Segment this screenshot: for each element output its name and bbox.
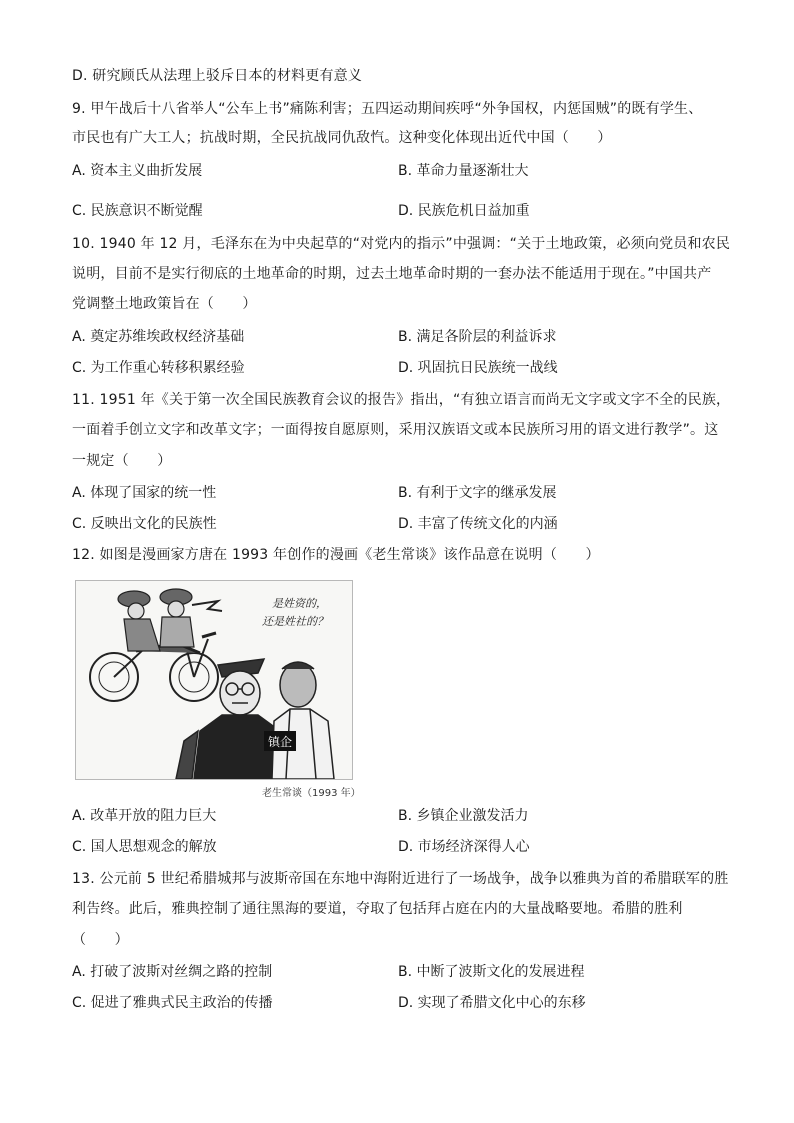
q12-option-a: A. 改革开放的阻力巨大: [72, 808, 217, 824]
figure-caption: 老生常谈（1993 年）: [262, 788, 361, 799]
cartoon-figure: [75, 580, 353, 780]
q9-option-d: D. 民族危机日益加重: [398, 203, 530, 219]
q9-option-c: C. 民族意识不断觉醒: [72, 203, 203, 219]
q13-stem-line-3: （ ）: [72, 932, 129, 948]
q9-stem-line-2: 市民也有广大工人；抗战时期，全民抗战同仇敌忾。这种变化体现出近代中国（ ）: [72, 130, 612, 146]
q11-option-d: D. 丰富了传统文化的内涵: [398, 516, 558, 532]
q13-option-a: A. 打破了波斯对丝绸之路的控制: [72, 964, 273, 980]
q10-stem-line-1: 10. 1940 年 12 月，毛泽东在为中央起草的“对党内的指示”中强调：“关于土地政策，必须向党员和农民: [72, 236, 731, 252]
q13-option-d: D. 实现了希腊文化中心的东移: [398, 995, 586, 1011]
q10-option-b: B. 满足各阶层的利益诉求: [398, 329, 557, 345]
q10-option-c: C. 为工作重心转移积累经验: [72, 360, 245, 376]
q8-option-d: D. 研究顾氏从法理上驳斥日本的材料更有意义: [72, 68, 363, 84]
q11-option-b: B. 有利于文字的继承发展: [398, 485, 557, 501]
speech-text-2: 还是姓社的？: [262, 615, 328, 628]
q10-option-a: A. 奠定苏维埃政权经济基础: [72, 329, 245, 345]
q11-option-a: A. 体现了国家的统一性: [72, 485, 217, 501]
old-man-illustration: [176, 659, 282, 779]
q13-stem-line-1: 13. 公元前 5 世纪希腊城邦与波斯帝国在东地中海附近进行了一场战争，战争以雅典为首的希腊联军的胜: [72, 871, 729, 887]
speech-text-1: 是姓资的，: [272, 597, 327, 610]
q9-stem-line-1: 9. 甲午战后十八省举人“公车上书”痛陈利害；五四运动期间疾呼“外争国权，内惩国贼”的既有学生、: [72, 101, 703, 117]
cartoon-drawing: [76, 581, 352, 779]
q12-option-b: B. 乡镇企业激发活力: [398, 808, 529, 824]
q10-stem-line-2: 说明，目前不是实行彻底的土地革命的时期，过去土地革命时期的一套办法不能适用于现在。”中国共产: [72, 266, 712, 282]
q13-option-b: B. 中断了波斯文化的发展进程: [398, 964, 585, 980]
q11-stem-line-1: 11. 1951 年《关于第一次全国民族教育会议的报告》指出，“有独立语言而尚无文字或文字不全的民族，: [72, 392, 731, 408]
q10-option-d: D. 巩固抗日民族统一战线: [398, 360, 558, 376]
q9-option-a: A. 资本主义曲折发展: [72, 163, 203, 179]
q11-option-c: C. 反映出文化的民族性: [72, 516, 217, 532]
q12-option-c: C. 国人思想观念的解放: [72, 839, 217, 855]
q13-stem-line-2: 利告终。此后，雅典控制了通往黑海的要道，夺取了包括拜占庭在内的大量战略要地。希腊的胜利: [72, 901, 683, 917]
q12-option-d: D. 市场经济深得人心: [398, 839, 530, 855]
vest-man-illustration: [272, 662, 334, 779]
q9-option-b: B. 革命力量逐渐壮大: [398, 163, 529, 179]
badge-text: 镇企: [267, 735, 293, 749]
q11-stem-line-2: 一面着手创立文字和改革文字；一面得按自愿原则，采用汉族语文或本民族所习用的语文进行教学”。这: [72, 422, 719, 438]
q10-stem-line-3: 党调整土地政策旨在（ ）: [72, 296, 257, 312]
q13-option-c: C. 促进了雅典式民主政治的传播: [72, 995, 273, 1011]
q11-stem-line-3: 一规定（ ）: [72, 453, 172, 469]
q12-stem-line-1: 12. 如图是漫画家方唐在 1993 年创作的漫画《老生常谈》该作品意在说明（ ）: [72, 547, 600, 563]
